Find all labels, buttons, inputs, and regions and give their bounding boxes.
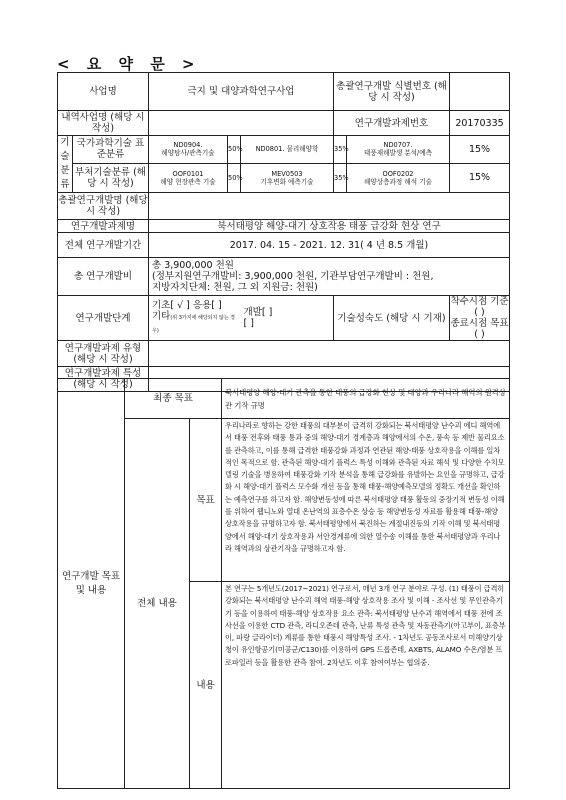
budget-local: 지방자치단체: 천원, 그 외 지원금: 천원) [152,282,318,293]
ministry-class-3-pct: 15% [450,163,510,192]
national-class-1: ND0904. 해양탐사/관측기술 [149,136,228,164]
whole-content-label: 전체 내용 [125,419,190,789]
overall-name-label: 총괄연구개발명 (해당 시 작성) [58,193,149,220]
task-feature-label: 연구개발과제 특성 (해당 시 작성) [58,367,149,392]
national-class-2: ND0801. 물리해양학 [241,136,334,164]
business-label: 사업명 [58,73,149,111]
final-goal-label: 최종 목표 [125,379,222,419]
business-value: 극지 및 대양과학연구사업 [149,73,334,111]
goal-text: 우리나라로 향하는 강한 태풍의 대부분이 급격히 강화되는 북서태평양 난수괴 에디 해역에서 태풍 전후와 태풍 통과 중의 해양-대기 경계층과 해양에서의 수온, 풍속 등 제반 물리요소를 관측하고, 이를 통해 급격한 태풍강화 과정과 연관된 해양-태풍 상호작용을 이해를 일차적인 목적으로 함. 관측된 해양-대기 플럭스 특성 이해와 관측된 자료 해석 및 다양한 수치모델링 기술을 병용하여 태풍강화 기작 분석을 통해 급강화를 유발하는 요인을 규명하고, 급강화 시 해양-대기 플럭스 모수화 개선 등을 통해 태풍-해양예측모델의 정확도 개선을 확인하는 예측연구를 하고자 함. 해양변동성에 따른 북서태평양 태풍 활동의 중장기적 변동성 이해를 위하여 웹니노와 열대 온난역의 표층수온 상승 등 해양변동성 자료를 활용해 태풍-해양 상호작용을 규명하고자 함. 북서태평양에서 북진하는 계절내진동의 기작 이해 및 북서태평양에서 해양-대기 상호작용과 서안경계류에 의한 열수송 이해를 통한 북서태평양과 우리나라 해역과의 상관기작을 규명하고자 함. [222,419,510,582]
ministry-class-3: OOF0202 해양상층과정 해석 기술 [347,163,450,192]
national-class-3: ND0707. 태풍재해발생 분석/예측 [347,136,450,164]
ministry-class-1: OOF0101 해양 현장관측 기술 [149,163,228,192]
content-label: 내용 [190,582,222,789]
page-heading: < 요 약 문 > [57,55,201,73]
task-name-value: 북서태평양 해양-대기 상호작용 태풍 급강화 현상 연구 [149,220,510,233]
ministry-class-1-pct: 50% [228,163,241,192]
final-goal-text: 북서태평양 해양-대기 관측을 통한 태풍의 급강화 현상 및 대양과 우리나라 해역의 원격상관 기작 규명 [222,379,510,419]
task-name-label: 연구개발과제명 [58,220,149,233]
ministry-class-label: 부처기술분류 (해당 시 작성) [73,163,149,192]
internal-label: 내역사업명 (해당 시 작성) [58,111,149,136]
ministry-class-2: MEV0503 기후변화 예측기술 [241,163,334,192]
maturity-values [450,296,510,341]
stage-develop-checkbox[interactable]: 개발[ ] [243,307,273,318]
stage-options [149,296,241,341]
stage-basic-checkbox[interactable]: 기초[ √ ] [152,299,190,311]
maturity-end: 종료시점 목표( ) [450,318,509,340]
ministry-class-2-pct: 35% [334,163,347,192]
content-text: 본 연구는 5개년도(2017~2021) 연구로서, 매년 3개 연구 분야로 구성. (1) 태풍이 급격히 강화되는 북서태평양 난수괴 해역 태풍-해양 상호작용 조사 및 이해 - 조사선 및 무인관측기기 등을 이용하여 태풍-해양 상호작용 요소 관측: 북서태평양 난수괴 해역에서 태풍 전에 조사선을 이용한 CTD 관측, 라디오존데 관측, 난류 특성 관측 및 자동관측기(아고부이, 표층부이, 파랑 글라이더) 계류를 통한 태풍시 해양특성 조사. - 1차년도 공동조사로서 미해양기상청이 유인항공기(미공군/C130)를 이용하여 GPS 드롭존데, AXBTS, ALAMO 수온/염분 프로파일러 등을 활용한 관측 참여. 2차년도 이후 참여여부는 협의중. [222,582,510,789]
national-class-3-pct: 15% [450,136,510,164]
task-no-value: 20170335 [450,111,510,136]
task-no-label: 연구개발과제번호 [334,111,450,136]
stage-other-checkbox[interactable]: [ ] [243,318,254,329]
stage-applied-checkbox[interactable]: 응용[ ] [192,299,222,311]
maturity-start: 착수시점 기준( ) [450,296,509,318]
overall-id-label: 총괄연구개발 식별번호 (해당 시 작성) [334,73,450,111]
internal-value [149,111,334,136]
budget-total: 총 3,900,000 천원 [152,260,234,271]
stage-other-note: (위 3가지에 해당되지 않는 경우) [152,314,235,334]
stage-options-2 [241,296,334,341]
overall-id-value [450,73,510,111]
budget-value [149,258,510,296]
goals-table [57,378,510,789]
national-class-2-pct: 35% [334,136,347,164]
period-label: 전체 연구개발기간 [58,233,149,258]
stage-other-label: 기타 [152,310,171,322]
maturity-label: 기술성숙도 (해당 시 기재) [334,296,450,341]
national-class-1-pct: 50% [228,136,241,164]
goals-group-label: 연구개발 목표 및 내용 [58,379,125,789]
summary-table [57,72,510,392]
national-class-label: 국가과학기술 표준분류 [73,136,149,164]
budget-label: 총 연구개발비 [58,258,149,296]
task-type-value [149,341,510,367]
period-value: 2017. 04. 15 - 2021. 12. 31( 4 년 8.5 개월) [149,233,510,258]
goal-label: 목표 [190,419,222,582]
task-type-label: 연구개발과제 유형 (해당 시 작성) [58,341,149,367]
tech-class-label: 기술분류 [58,136,73,193]
overall-name-value [149,193,510,220]
budget-gov: (정부지원연구개발비: 3,900,000 천원, 기관부담연구개발비 : 천원, [152,271,434,282]
stage-label: 연구개발단계 [58,296,149,341]
